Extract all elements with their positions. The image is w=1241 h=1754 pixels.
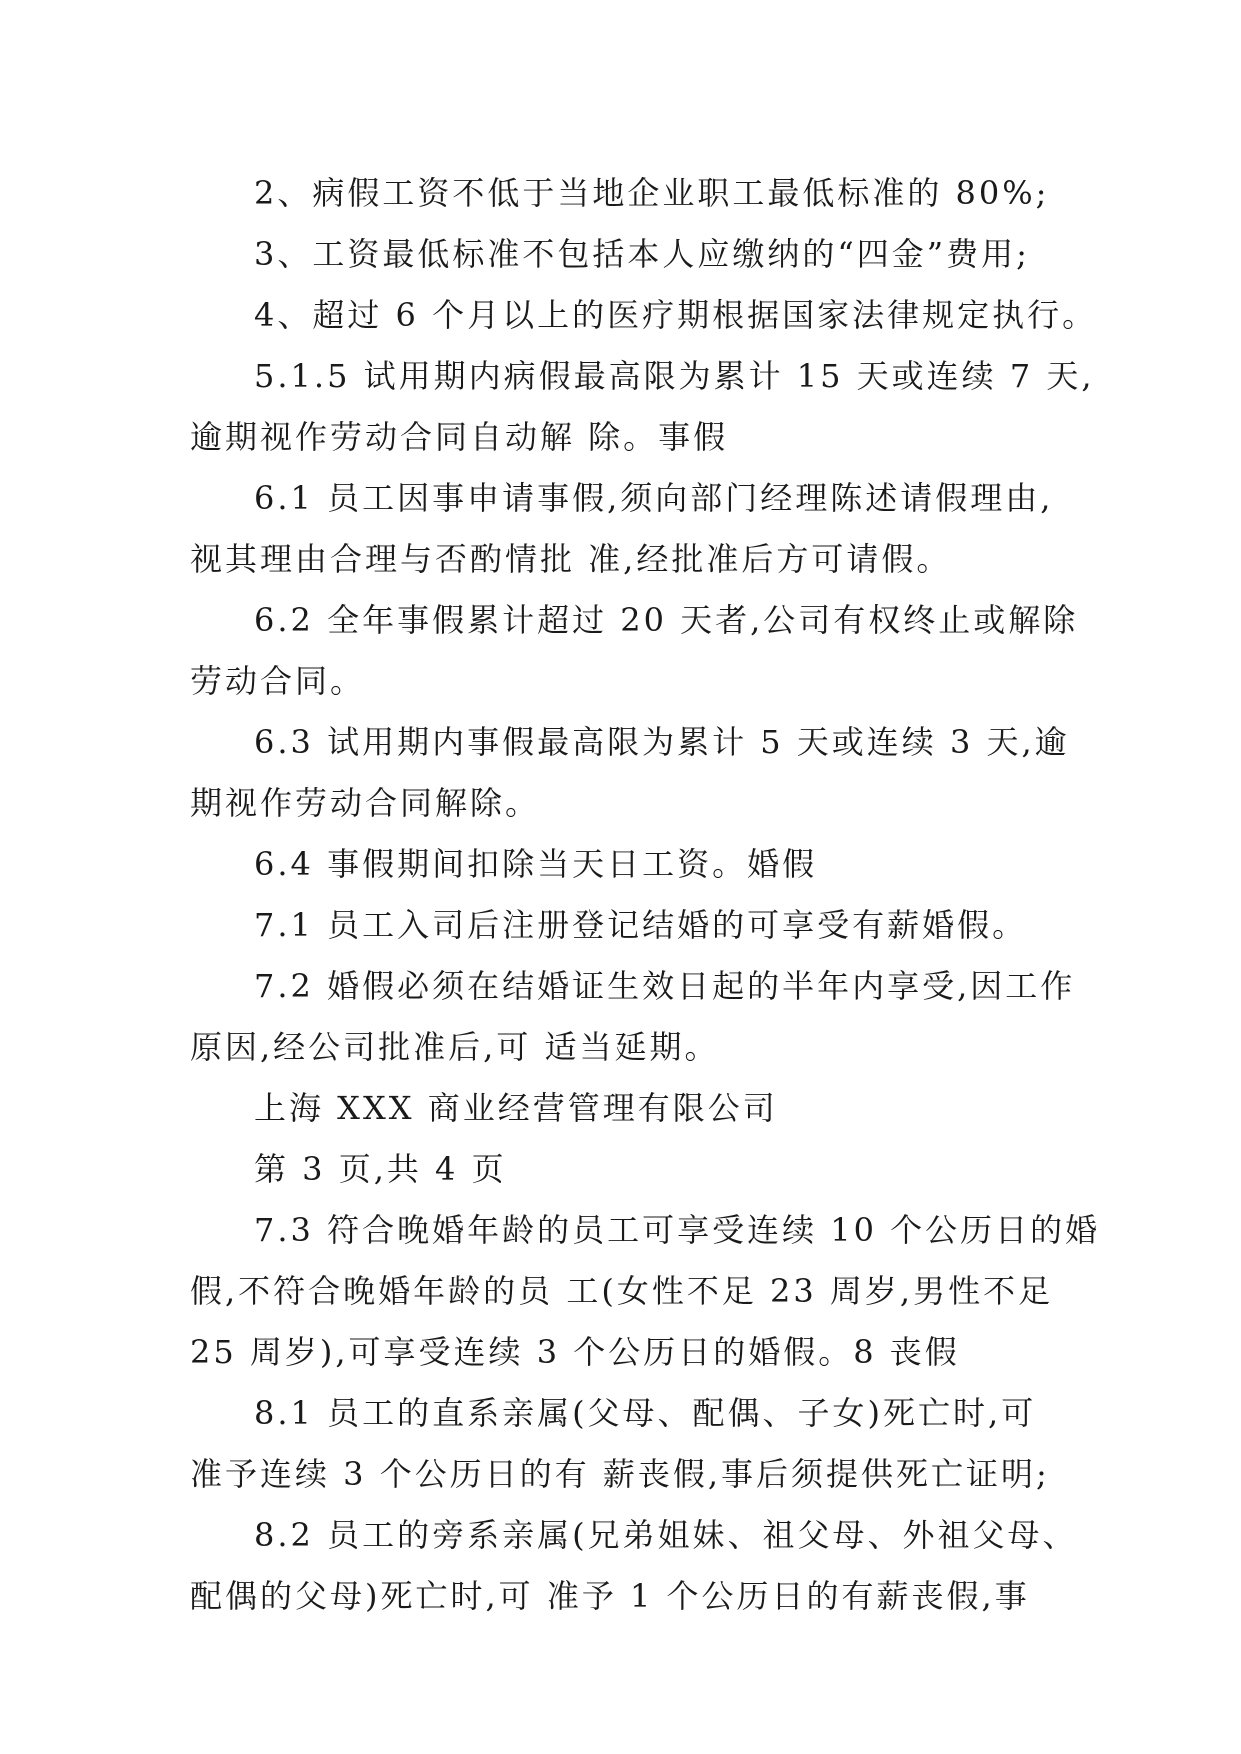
paragraph-7-3	[190, 1200, 1101, 1383]
document-page	[190, 163, 1101, 1627]
paragraph-line: 4、超过 6 个月以上的医疗期根据国家法律规定执行。	[254, 296, 1098, 334]
paragraph-3	[190, 224, 1070, 285]
paragraph-line: 7.2 婚假必须在结婚证生效日起的半年内享受,因工作	[254, 967, 1076, 1005]
paragraph-8-2	[190, 1505, 1078, 1627]
paragraph-line: 5.1.5 试用期内病假最高限为累计 15 天或连续 7 天,	[254, 357, 1095, 395]
paragraph-line: 上海 XXX 商业经营管理有限公司	[254, 1089, 778, 1127]
paragraph-line: 视其理由合理与否酌情批 准,经批准后方可请假。	[190, 540, 952, 578]
paragraph-6-3	[190, 712, 1070, 834]
paragraph-line: 劳动合同。	[190, 662, 366, 700]
paragraph-line: 3、工资最低标准不包括本人应缴纳的“四金”费用;	[254, 235, 1030, 273]
paragraph-6-1	[190, 468, 1070, 590]
paragraph-2	[190, 163, 1070, 224]
paragraph-line: 期视作劳动合同解除。	[190, 784, 541, 822]
paragraph-4	[190, 285, 1098, 346]
paragraph-line: 原因,经公司批准后,可 适当延期。	[190, 1028, 720, 1066]
paragraph-7-2	[190, 956, 1076, 1078]
paragraph-5-1-5	[190, 346, 1095, 468]
paragraph-7-1	[190, 895, 1070, 956]
paragraph-6-4	[190, 834, 1070, 895]
page-number	[190, 1139, 1070, 1200]
paragraph-line: 8.1 员工的直系亲属(父母、配偶、子女)死亡时,可	[254, 1394, 1037, 1432]
paragraph-line: 逾期视作劳动合同自动解 除。事假	[190, 418, 729, 456]
paragraph-line: 7.3 符合晚婚年龄的员工可享受连续 10 个公历日的婚	[254, 1211, 1101, 1249]
paragraph-8-1	[190, 1383, 1070, 1505]
paragraph-line: 准予连续 3 个公历日的有 薪丧假,事后须提供死亡证明;	[190, 1455, 1050, 1493]
paragraph-line: 配偶的父母)死亡时,可 准予 1 个公历日的有薪丧假,事	[190, 1577, 1030, 1615]
paragraph-line: 7.1 员工入司后注册登记结婚的可享受有薪婚假。	[254, 906, 1028, 944]
company-name	[190, 1078, 1070, 1139]
paragraph-6-2	[190, 590, 1079, 712]
paragraph-line: 25 周岁),可享受连续 3 个公历日的婚假。8 丧假	[190, 1333, 960, 1371]
paragraph-line: 6.4 事假期间扣除当天日工资。婚假	[254, 845, 818, 883]
paragraph-line: 6.3 试用期内事假最高限为累计 5 天或连续 3 天,逾	[254, 723, 1070, 761]
paragraph-line: 6.1 员工因事申请事假,须向部门经理陈述请假理由,	[254, 479, 1054, 517]
paragraph-line: 6.2 全年事假累计超过 20 天者,公司有权终止或解除	[254, 601, 1079, 639]
paragraph-line: 8.2 员工的旁系亲属(兄弟姐妹、祖父母、外祖父母、	[254, 1516, 1078, 1554]
paragraph-line: 假,不符合晚婚年龄的员 工(女性不足 23 周岁,男性不足	[190, 1272, 1054, 1310]
paragraph-line: 2、病假工资不低于当地企业职工最低标准的 80%;	[254, 174, 1050, 212]
paragraph-line: 第 3 页,共 4 页	[254, 1150, 507, 1188]
